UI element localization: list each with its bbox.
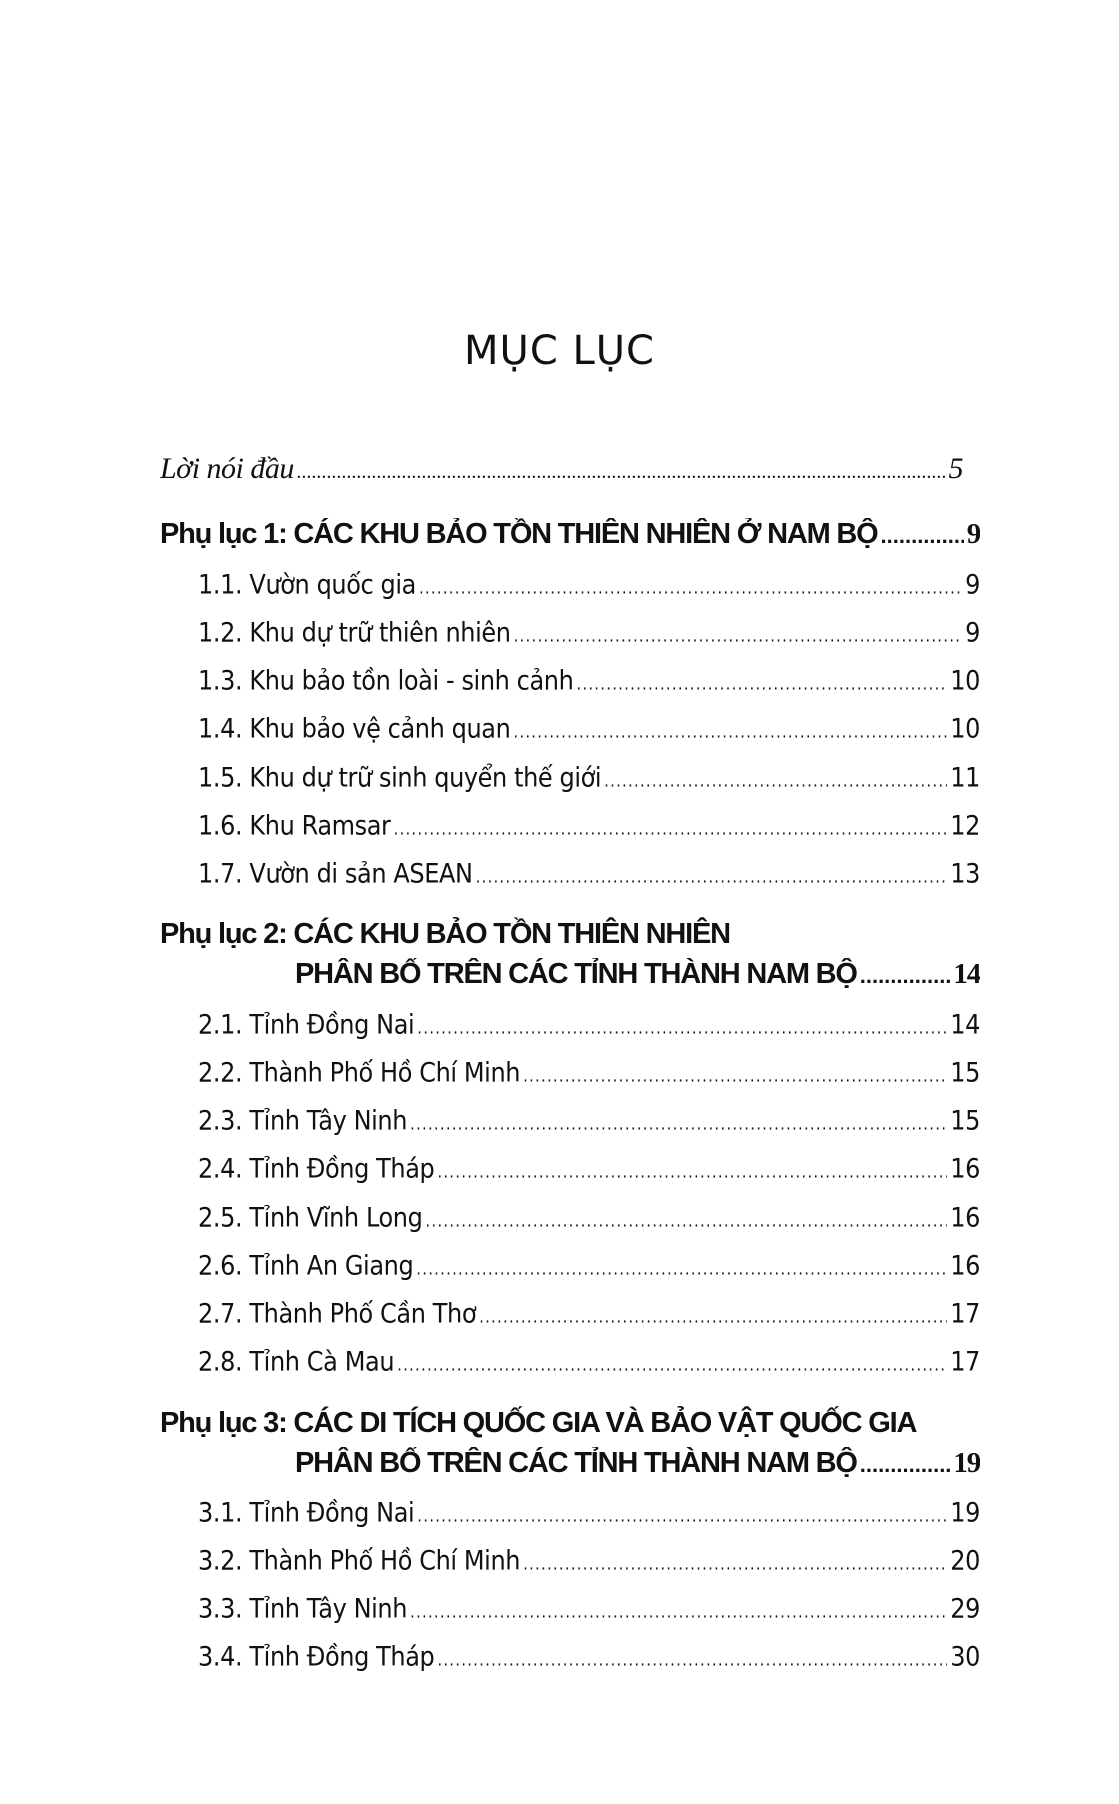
entry-label: 2.6. Tỉnh An Giang: [198, 1249, 414, 1281]
dot-leader: [476, 867, 948, 887]
entry-page-number: 5: [948, 452, 963, 485]
appendix-heading[interactable]: Phụ lục 2: CÁC KHU BẢO TỒN THIÊN NHIÊN: [160, 918, 730, 950]
entry-page-number: 9: [965, 568, 980, 600]
toc-entry[interactable]: [198, 1250, 980, 1281]
toc-entry[interactable]: [198, 1202, 980, 1233]
entry-page-number: 19: [953, 1447, 980, 1479]
toc-entry[interactable]: [198, 569, 980, 600]
entry-page-number: 10: [950, 712, 980, 744]
toc-entry[interactable]: [198, 665, 980, 696]
dot-leader: [523, 1066, 947, 1086]
toc-entry[interactable]: [198, 713, 980, 744]
dot-leader: [881, 523, 964, 549]
entry-page-number: 17: [950, 1297, 980, 1329]
dot-leader: [860, 1452, 951, 1478]
entry-label: 3.3. Tỉnh Tây Ninh: [198, 1592, 408, 1624]
entry-page-number: 16: [950, 1249, 980, 1281]
entry-page-number: 12: [950, 809, 980, 841]
toc-entry[interactable]: [198, 1593, 980, 1624]
toc-entry[interactable]: [198, 1497, 980, 1528]
toc-entry[interactable]: [198, 617, 980, 648]
toc-entry[interactable]: [198, 858, 980, 889]
entry-page-number: 29: [950, 1592, 980, 1624]
toc-entry[interactable]: [198, 1346, 980, 1377]
entry-label: 2.1. Tỉnh Đồng Nai: [198, 1008, 415, 1040]
toc-entry-appendix-2[interactable]: [295, 958, 980, 991]
entry-page-number: 17: [950, 1345, 980, 1377]
entry-page-number: 9: [965, 616, 980, 648]
dot-leader: [860, 963, 951, 989]
entry-label: 3.1. Tỉnh Đồng Nai: [198, 1496, 415, 1528]
dot-leader: [425, 1211, 947, 1231]
dot-leader: [416, 1259, 947, 1279]
dot-leader: [417, 1506, 947, 1526]
toc-entry[interactable]: [198, 810, 980, 841]
entry-page-number: 13: [950, 857, 980, 889]
entry-label: 1.3. Khu bảo tồn loài - sinh cảnh: [198, 664, 574, 696]
entry-page-number: 19: [950, 1496, 980, 1528]
entry-label: 1.4. Khu bảo vệ cảnh quan: [198, 712, 511, 744]
entry-label: 2.5. Tỉnh Vĩnh Long: [198, 1201, 423, 1233]
entry-label: 2.3. Tỉnh Tây Ninh: [198, 1104, 408, 1136]
toc-entry[interactable]: [198, 1545, 980, 1576]
dot-leader: [437, 1650, 947, 1670]
entry-page-number: 20: [950, 1544, 980, 1576]
dot-leader: [513, 722, 947, 742]
dot-leader: [576, 674, 947, 694]
dot-leader: [514, 626, 963, 646]
toc-entry-appendix-1[interactable]: [160, 518, 980, 551]
toc-entry[interactable]: [198, 1153, 980, 1184]
appendix-heading: Phụ lục 1: CÁC KHU BẢO TỒN THIÊN NHIÊN Ở NAM BỘ: [160, 518, 878, 550]
dot-leader: [479, 1307, 947, 1327]
dot-leader: [297, 461, 946, 484]
entry-page-number: 15: [950, 1104, 980, 1136]
entry-label: 2.7. Thành Phố Cần Thơ: [198, 1297, 477, 1329]
toc-entry[interactable]: [198, 1057, 980, 1088]
toc-entry[interactable]: [198, 1641, 980, 1672]
toc-entry-appendix-3[interactable]: [295, 1447, 980, 1480]
entry-page-number: 9: [966, 518, 980, 550]
dot-leader: [410, 1602, 947, 1622]
dot-leader: [419, 578, 962, 598]
entry-label: 3.4. Tỉnh Đồng Tháp: [198, 1640, 435, 1672]
dot-leader: [397, 1355, 947, 1375]
entry-page-number: 11: [950, 761, 980, 793]
toc-entry[interactable]: [198, 1009, 980, 1040]
entry-label: 1.1. Vườn quốc gia: [198, 568, 416, 600]
dot-leader: [410, 1114, 947, 1134]
toc-entry[interactable]: [198, 1105, 980, 1136]
entry-page-number: 16: [950, 1201, 980, 1233]
entry-label: Lời nói đầu: [160, 452, 294, 485]
dot-leader: [437, 1162, 947, 1182]
entry-label: 2.4. Tỉnh Đồng Tháp: [198, 1152, 435, 1184]
toc-entry[interactable]: [198, 1298, 980, 1329]
entry-label: 1.6. Khu Ramsar: [198, 809, 391, 841]
entry-page-number: 14: [953, 958, 980, 990]
entry-label: 3.2. Thành Phố Hồ Chí Minh: [198, 1544, 521, 1576]
entry-label: 1.2. Khu dự trữ thiên nhiên: [198, 616, 511, 648]
page-title: MỤC LỤC: [464, 328, 655, 374]
toc-entry[interactable]: [198, 762, 980, 793]
dot-leader: [523, 1554, 947, 1574]
appendix-heading[interactable]: Phụ lục 3: CÁC DI TÍCH QUỐC GIA VÀ BẢO VẬT QUỐC GIA: [160, 1407, 917, 1439]
appendix-heading-continued: PHÂN BỐ TRÊN CÁC TỈNH THÀNH NAM BỘ: [295, 958, 857, 990]
entry-label: 1.7. Vườn di sản ASEAN: [198, 857, 473, 889]
toc-entry-preface[interactable]: [160, 452, 963, 486]
dot-leader: [394, 819, 948, 839]
entry-page-number: 30: [950, 1640, 980, 1672]
entry-page-number: 10: [950, 664, 980, 696]
entry-page-number: 16: [950, 1152, 980, 1184]
entry-label: 2.8. Tỉnh Cà Mau: [198, 1345, 395, 1377]
entry-page-number: 15: [950, 1056, 980, 1088]
entry-page-number: 14: [950, 1008, 980, 1040]
appendix-heading-continued: PHÂN BỐ TRÊN CÁC TỈNH THÀNH NAM BỘ: [295, 1447, 857, 1479]
entry-label: 1.5. Khu dự trữ sinh quyển thế giới: [198, 761, 602, 793]
dot-leader: [604, 771, 947, 791]
entry-label: 2.2. Thành Phố Hồ Chí Minh: [198, 1056, 521, 1088]
dot-leader: [417, 1018, 947, 1038]
